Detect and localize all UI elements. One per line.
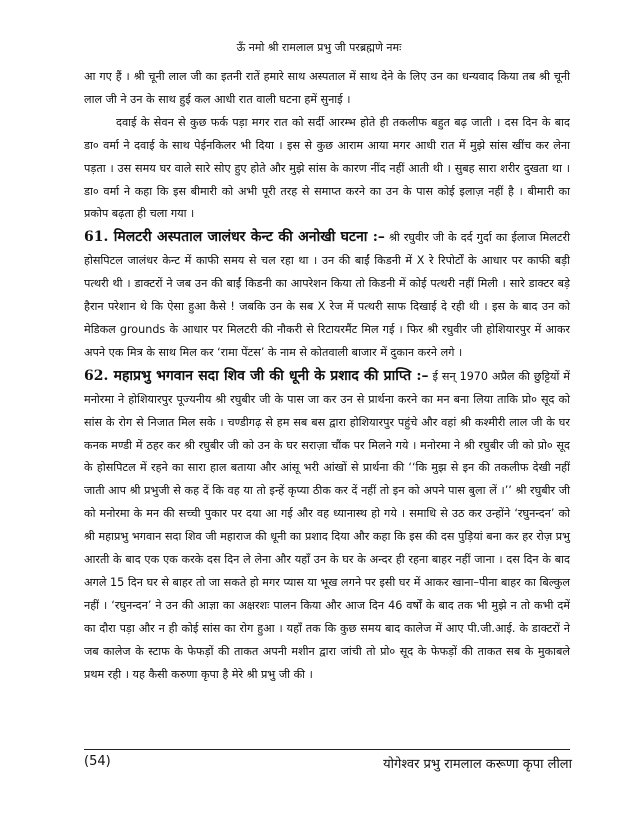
paragraph-3: श्री रघुवीर जी के दर्द गुर्दा का ईलाज मिलटरी होसपिटल जालंधर केन्ट में काफी समय से चल रहा था । उन की बाईं किडनी में X रे रिपोर्टों के आधार पर काफी बड़ी पत्थरी थी । डाक्टरों ने जब उन की बाईं किडनी का आपरेशन किया तो किडनी में कोई पत्थरी नहीं मिली । सारे डाक्टर बड़े हैरान परेशान थे कि ऐसा हुआ कैसे ! जबकि उन के सब X रेज में पत्थरी साफ दिखाई दे रही थी । इस के बाद उन को मेडिकल grounds के आधार पर मिलटरी की नौकरी से रिटायरमैंट मिल गई । फिर श्री रघुवीर जी होशियारपुर में आकर अपने एक मित्र के साथ मिल कर ‘रामा पेंटस’ के नाम से कोतवाली बाजार में दुकान करने लगे ।	[84, 231, 570, 359]
paragraph-2: दवाई के सेवन से कुछ फर्क पड़ा मगर रात को सर्दी आरम्भ होते ही तकलीफ बहुत बढ़ जाती । दस दिन के बाद डा० वर्मा ने दवाई के साथ पेईनकिलर भी दिया । इस से कुछ आराम आया मगर आधी रात में मुझे सांस खींच कर लेना पड़ता । उस समय घर वाले सारे सोए हुए होते और मुझे सांस के कारण नींद नहीं आती थी । सुबह सारा शरीर दुखता था । डा० वर्मा ने कहा कि इस बीमारी को अभी पूरी तरह से समाप्त करने का उन के पास कोई इलाज़ नहीं है । बीमारी का प्रकोप बढ़ता ही चला गया ।	[84, 115, 570, 221]
page-number: (54)	[84, 754, 111, 769]
book-title: योगेश्वर प्रभु रामलाल करूणा कृपा लीला	[383, 757, 572, 772]
page-body	[84, 66, 570, 686]
section-heading-61: 61. मिलटरी अस्पताल जालंधर केन्ट की अनोखी घटना :–	[84, 229, 385, 246]
section-heading-62: 62. महाप्रभु भगवान सदा शिव जी की धूनी के प्रशाद की प्राप्ति :–	[84, 367, 429, 384]
footer-divider	[84, 749, 570, 750]
paragraph-1: आ गए हैं । श्री चूनी लाल जी का इतनी रातें हमारे साथ अस्पताल में साथ देने के लिए उन का धन्यवाद किया तब श्री चूनी लाल जी ने उन के साथ हुई कल आधी रात वाली घटना हमें सुनाई ।	[84, 70, 570, 106]
page-header: ऊँ नमो श्री रामलाल प्रभु जी परब्रह्मणे नमः	[236, 41, 402, 54]
section-61	[84, 226, 570, 364]
paragraph-4: ई सन् 1970 अप्रैल की छुट्टियों में मनोरमा ने होशियारपुर पूज्यनीय श्री रघुबीर जी के पास जा कर उन से प्रार्थना करने का मन बना लिया ताकि प्रो० सूद को सांस के रोग से निजात मिल सके । चण्डीगढ़ से हम सब बस द्वारा होशियारपुर पहुंचे और वहां श्री कश्मीरी लाल जी के घर कनक मण्डी में ठहर कर श्री रघुबीर जी को उन के घर सराज़ा चौंक पर मिलने गये । मनोरमा ने श्री रघुबीर जी को प्रो० सूद के होसपिटल में रहने का सारा हाल बताया और आंसू भरी आंखों से प्रार्थना की ‘‘कि मुझ से इन की तकलीफ देखी नहीं जाती आप श्री प्रभुजी से कह दें कि वह या तो इन्हें कृप्या ठीक कर दें नहीं तो इन को अपने पास बुला लें ।’’ श्री रघुबीर जी को मनोरमा के मन की सच्ची पुकार पर दया आ गई और वह ध्यानास्थ हो गये । समाधि से उठ कर उन्होंने ‘रघुनन्दन’ को श्री महाप्रभु भगवान सदा शिव जी महाराज की धूनी का प्रशाद दिया और कहा कि इस की दस पुड़ियां बना कर हर रोज़ प्रभु आरती के बाद एक एक करके दस दिन ले लेना और यहाँ उन के घर के अन्दर ही रहना बाहर नहीं जाना । दस दिन के बाद अगले 15 दिन घर से बाहर तो जा सकते हो मगर प्यास या भूख लगने पर इसी घर में आकर खाना–पीना बाहर का बिल्कुल नहीं । ‘रघुनन्दन’ ने उन की आज्ञा का अक्षरशः पालन किया और आज दिन 46 वर्षों के बाद तक भी मुझे न तो कभी दमें का दौरा पड़ा और न ही कोई सांस का रोग हुआ । यहाँ तक कि कुछ समय बाद कालेज में आए पी.जी.आई. के डाक्टरों ने जब कालेज के स्टाफ के फेफड़ों की ताकत अपनी मशीन द्वारा जांची तो प्रो० सूद के फेफड़ों की ताकत सब के मुकाबले प्रथम रही । यह कैसी करुणा कृपा है मेरे श्री प्रभु जी की ।	[84, 369, 570, 681]
section-62	[84, 365, 570, 687]
